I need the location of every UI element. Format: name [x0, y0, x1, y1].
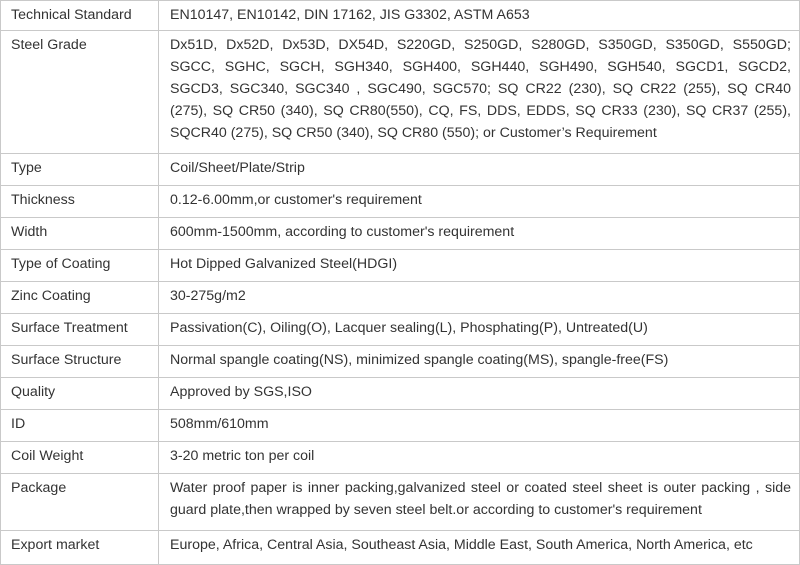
spec-label: Thickness: [1, 186, 159, 218]
spec-row-quality: [1, 378, 800, 410]
spec-value: Approved by SGS,ISO: [159, 378, 800, 410]
spec-value: Europe, Africa, Central Asia, Southeast Asia, Middle East, South America, North America, etc: [159, 531, 800, 565]
spec-row-steel-grade: [1, 31, 800, 154]
spec-label: Width: [1, 218, 159, 250]
spec-row-coil-weight: [1, 442, 800, 474]
spec-label: Surface Treatment: [1, 314, 159, 346]
spec-label: Quality: [1, 378, 159, 410]
spec-label: Steel Grade: [1, 31, 159, 154]
spec-label: Type of Coating: [1, 250, 159, 282]
spec-value: 3-20 metric ton per coil: [159, 442, 800, 474]
spec-label: Zinc Coating: [1, 282, 159, 314]
spec-value: EN10147, EN10142, DIN 17162, JIS G3302, ASTM A653: [159, 1, 800, 31]
spec-value: 30-275g/m2: [159, 282, 800, 314]
spec-row-type: [1, 154, 800, 186]
spec-row-thickness: [1, 186, 800, 218]
spec-value: 600mm-1500mm, according to customer's requirement: [159, 218, 800, 250]
spec-value: 508mm/610mm: [159, 410, 800, 442]
spec-value: 0.12-6.00mm,or customer's requirement: [159, 186, 800, 218]
spec-row-zinc-coating: [1, 282, 800, 314]
spec-label: ID: [1, 410, 159, 442]
spec-label: Coil Weight: [1, 442, 159, 474]
spec-row-type-of-coating: [1, 250, 800, 282]
spec-value: Coil/Sheet/Plate/Strip: [159, 154, 800, 186]
spec-label: Export market: [1, 531, 159, 565]
spec-label: Technical Standard: [1, 1, 159, 31]
spec-row-package: [1, 474, 800, 531]
spec-value: Normal spangle coating(NS), minimized spangle coating(MS), spangle-free(FS): [159, 346, 800, 378]
spec-row-width: [1, 218, 800, 250]
spec-value: Water proof paper is inner packing,galvanized steel or coated steel sheet is outer packing , side guard plate,then wrapped by seven steel belt.or according to customer's requirement: [159, 474, 800, 531]
spec-row-surface-treatment: [1, 314, 800, 346]
spec-value: Dx51D, Dx52D, Dx53D, DX54D, S220GD, S250GD, S280GD, S350GD, S350GD, S550GD; SGCC, SGHC, SGCH, SGH340, SGH400, SGH440, SGH490, SGH540, SGCD1, SGCD2, SGCD3, SGC340, SGC340 , SGC490, SGC570; SQ CR22 (230), SQ CR22 (255), SQ CR40 (275), SQ CR50 (340), SQ CR80(550), CQ, FS, DDS, EDDS, SQ CR33 (230), SQ CR37 (255), SQCR40 (275), SQ CR50 (340), SQ CR80 (550); or Customer’s Requirement: [159, 31, 800, 154]
spec-row-technical-standard: [1, 1, 800, 31]
spec-label: Surface Structure: [1, 346, 159, 378]
spec-row-surface-structure: [1, 346, 800, 378]
spec-label: Type: [1, 154, 159, 186]
spec-value: Hot Dipped Galvanized Steel(HDGI): [159, 250, 800, 282]
spec-label: Package: [1, 474, 159, 531]
spec-value: Passivation(C), Oiling(O), Lacquer sealing(L), Phosphating(P), Untreated(U): [159, 314, 800, 346]
spec-row-id: [1, 410, 800, 442]
